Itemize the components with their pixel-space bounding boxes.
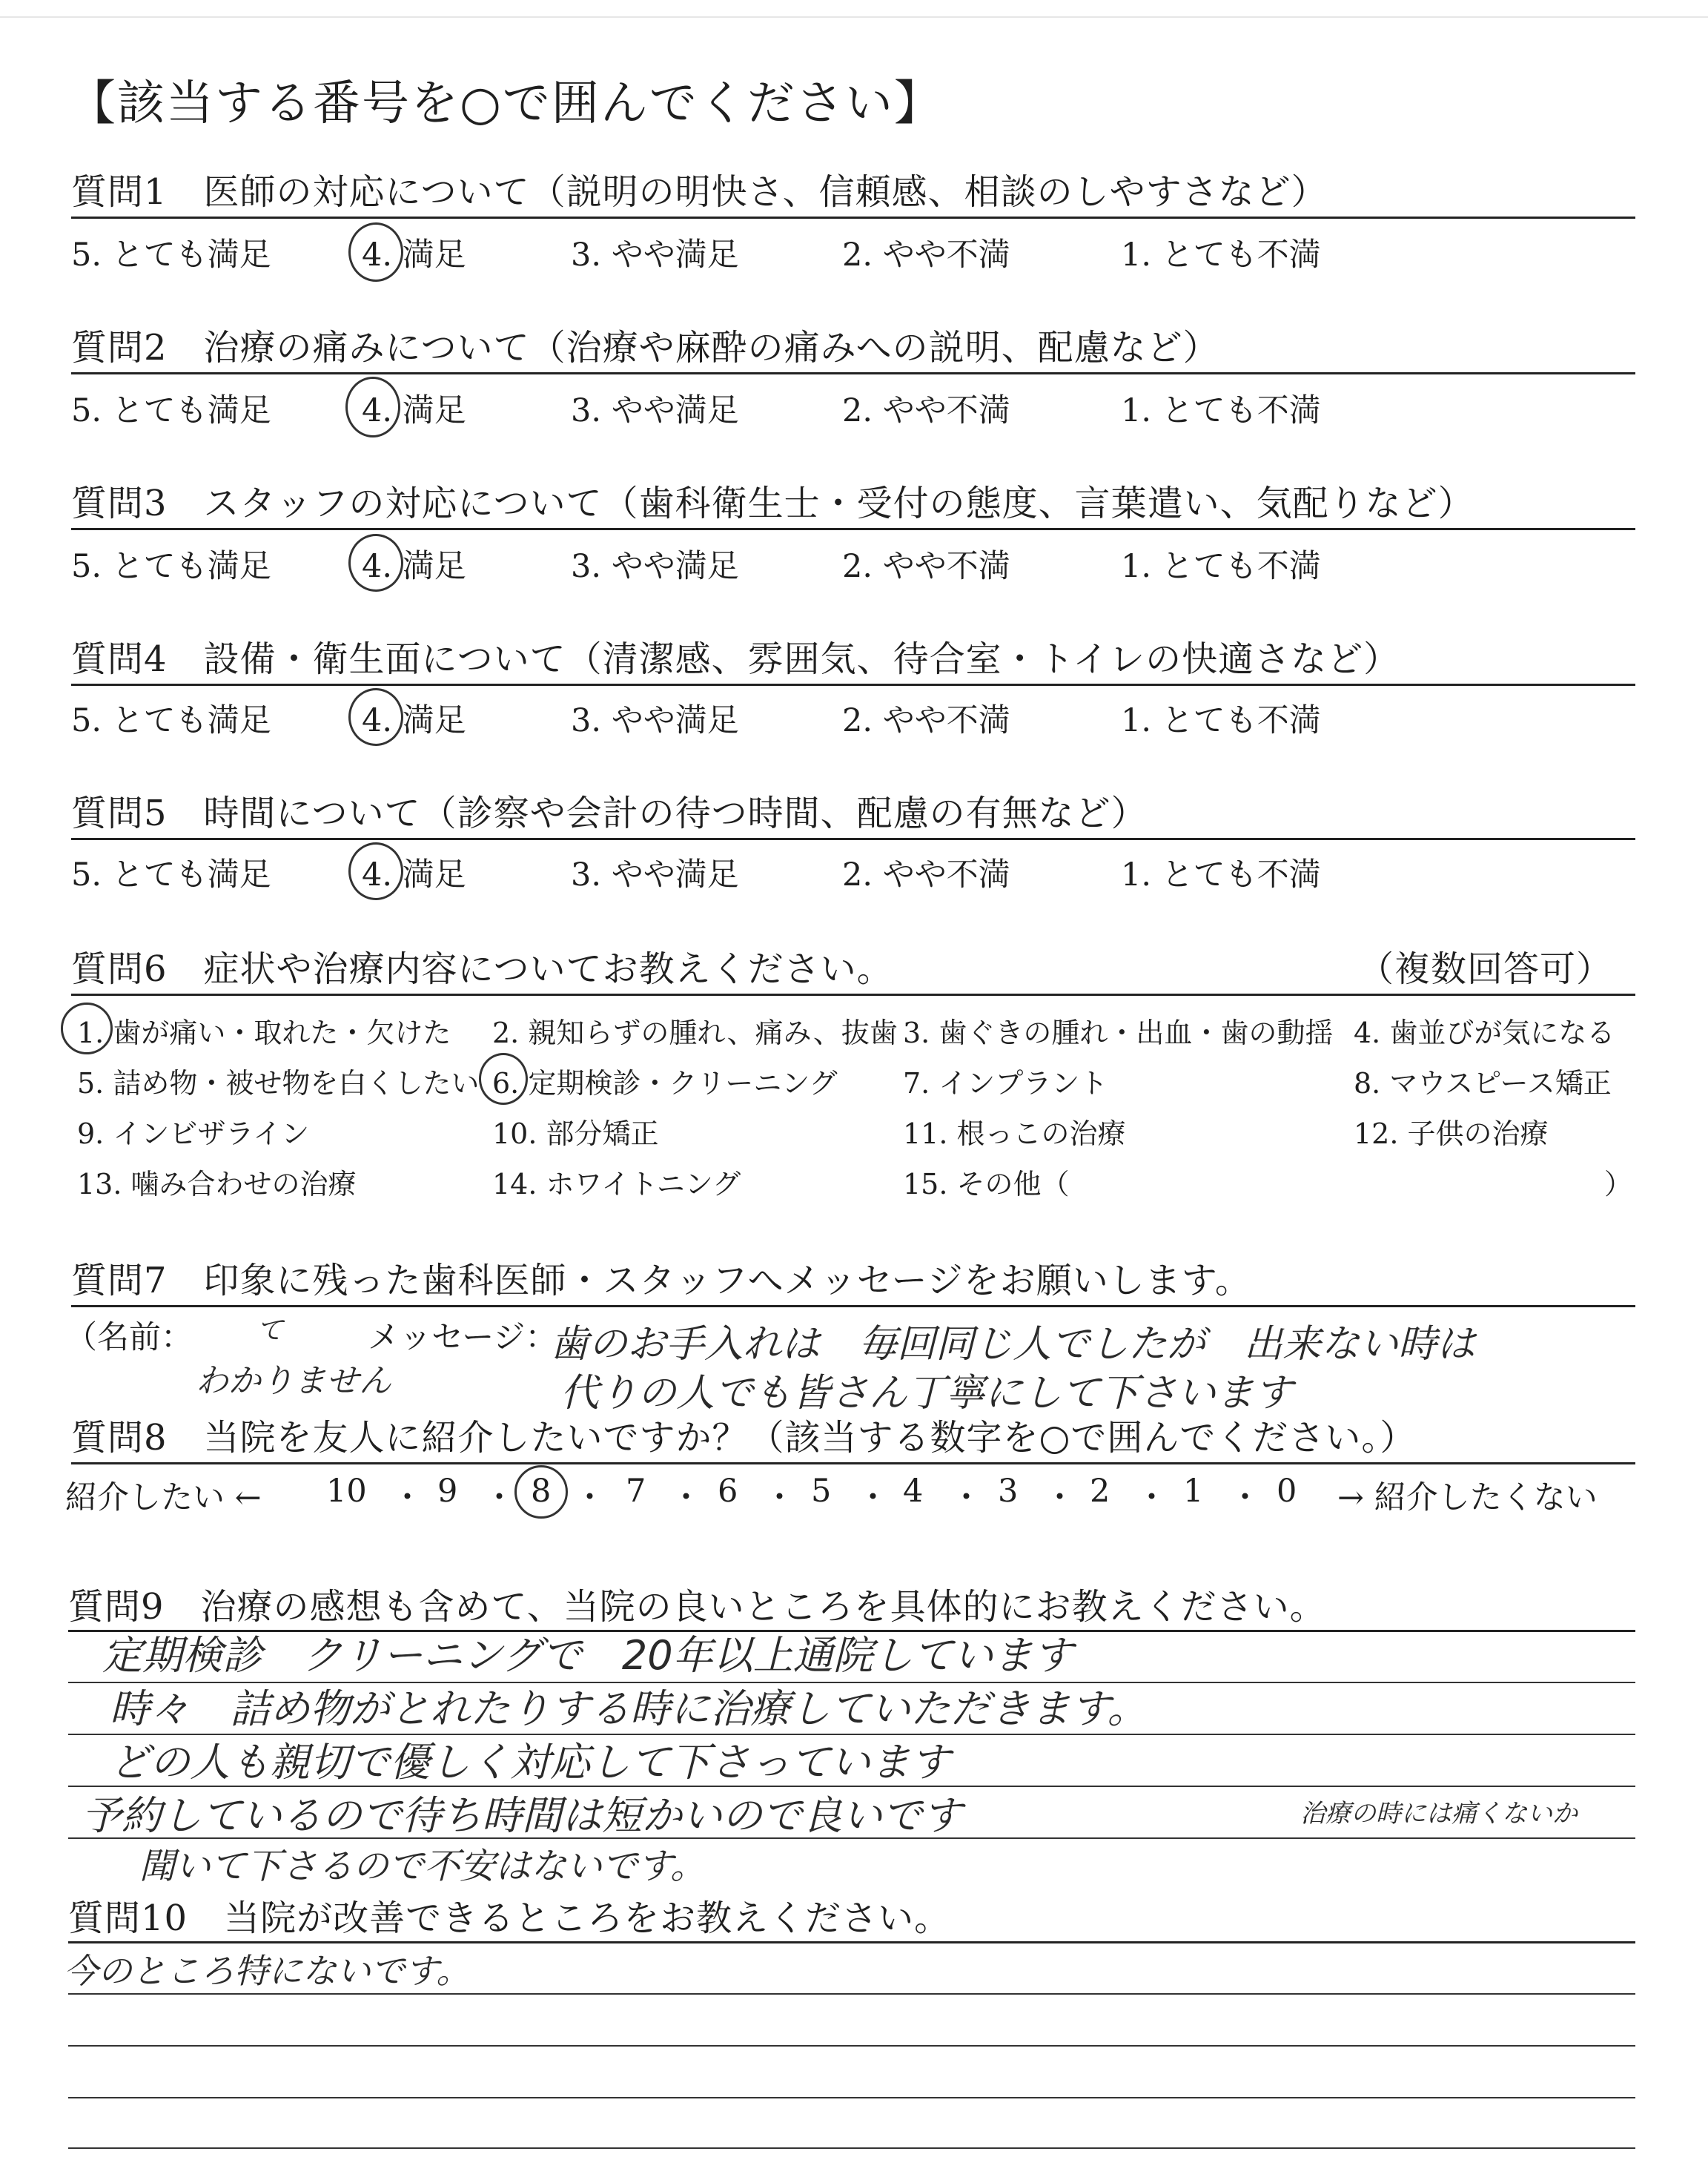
q6-option-13[interactable]: 13. 噛み合わせの治療 xyxy=(77,1168,357,1200)
q3-option-5[interactable]: 5. とても満足 xyxy=(71,548,271,585)
q8-right-label: → 紹介したくない xyxy=(1337,1479,1598,1516)
q3-title: 質問3 スタッフの対応について（歯科衛生士・受付の態度、言葉遣い、気配りなど） xyxy=(71,483,1474,524)
q3-option-2[interactable]: 2. やや不満 xyxy=(842,548,1010,585)
q8-score-10[interactable]: 10 xyxy=(326,1473,367,1510)
q8-dot: ・ xyxy=(1229,1479,1261,1516)
q6-rule xyxy=(71,994,1635,996)
q6-option-15-close: ） xyxy=(1604,1168,1633,1200)
q6-title: 質問6 症状や治療内容についてお教えください。 xyxy=(71,948,893,990)
q5-option-5[interactable]: 5. とても満足 xyxy=(71,856,271,894)
q3-selected-circle xyxy=(348,534,403,592)
q10-answer[interactable]: 今のところ特にないです。 xyxy=(64,1951,471,1991)
q8-score-4[interactable]: 4 xyxy=(903,1473,924,1510)
q8-left-label: 紹介したい ← xyxy=(65,1479,262,1516)
q8-dot: ・ xyxy=(1136,1479,1168,1516)
q1-option-2[interactable]: 2. やや不満 xyxy=(842,237,1010,274)
q5-option-3[interactable]: 3. やや満足 xyxy=(571,856,739,894)
q9-title: 質問9 治療の感想も含めて、当院の良いところを具体的にお教えください。 xyxy=(68,1586,1326,1628)
q8-title: 質問8 当院を友人に紹介したいですか？（該当する数字を○で囲んでください。） xyxy=(71,1417,1417,1459)
q8-score-3[interactable]: 3 xyxy=(998,1473,1019,1510)
q7-message-label: メッセージ： xyxy=(368,1319,557,1356)
q1-option-4[interactable]: 4. 満足 xyxy=(362,237,466,274)
q6-option-4[interactable]: 4. 歯並びが気になる xyxy=(1354,1017,1615,1049)
q9-answer-line3[interactable]: どの人も親切で優しく対応して下さっています xyxy=(110,1739,950,1786)
q8-dot: ・ xyxy=(391,1479,423,1516)
q8-dot: ・ xyxy=(950,1479,982,1516)
q6-option-2[interactable]: 2. 親知らずの腫れ、痛み、抜歯 xyxy=(492,1017,898,1049)
q8-score-2[interactable]: 2 xyxy=(1090,1473,1110,1510)
q10-rule xyxy=(68,1941,1635,1943)
q1-rule xyxy=(71,217,1635,219)
q1-option-3[interactable]: 3. やや満足 xyxy=(571,237,739,274)
q6-option-1-circle xyxy=(61,1003,113,1054)
q8-dot: ・ xyxy=(764,1479,795,1516)
page-top-edge xyxy=(0,16,1708,18)
q1-option-1[interactable]: 1. とても不満 xyxy=(1121,237,1321,274)
q9-answer-note[interactable]: 治療の時には痛くないか xyxy=(1300,1799,1578,1829)
q7-message-line1[interactable]: 歯のお手入れは 毎回同じ人でしたが 出来ない時は xyxy=(550,1322,1476,1367)
q9-answer-line2[interactable]: 時々 詰め物がとれたりする時に治療していただきます。 xyxy=(110,1685,1148,1732)
q8-score-6[interactable]: 6 xyxy=(718,1473,738,1510)
q10-writing-line xyxy=(68,2045,1635,2047)
q4-option-3[interactable]: 3. やや満足 xyxy=(571,702,739,739)
q2-title: 質問2 治療の痛みについて（治療や麻酔の痛みへの説明、配慮など） xyxy=(71,327,1219,369)
q1-selected-circle xyxy=(348,222,403,282)
q2-rule xyxy=(71,372,1635,374)
q6-option-5[interactable]: 5. 詰め物・被せ物を白くしたい xyxy=(77,1067,480,1100)
q10-writing-line xyxy=(68,2097,1635,2098)
q6-option-15[interactable]: 15. その他（ xyxy=(903,1168,1070,1200)
q5-rule xyxy=(71,838,1635,840)
q6-option-3[interactable]: 3. 歯ぐきの腫れ・出血・歯の動揺 xyxy=(903,1017,1334,1049)
q6-option-11[interactable]: 11. 根っこの治療 xyxy=(903,1117,1126,1150)
q6-option-12[interactable]: 12. 子供の治療 xyxy=(1354,1117,1549,1150)
q9-answer-line5[interactable]: 聞いて下さるので不安はないです。 xyxy=(139,1846,706,1887)
q8-score-7[interactable]: 7 xyxy=(626,1473,646,1510)
q8-score-0[interactable]: 0 xyxy=(1277,1473,1297,1510)
q7-name-value[interactable]: わかりません xyxy=(196,1362,391,1400)
q4-option-5[interactable]: 5. とても満足 xyxy=(71,702,271,739)
q4-option-4[interactable]: 4. 満足 xyxy=(362,702,466,739)
q6-note: （複数回答可） xyxy=(1358,948,1613,990)
page-title: 【該当する番号を○で囲んでください】 xyxy=(68,76,943,131)
q2-option-1[interactable]: 1. とても不満 xyxy=(1121,392,1321,429)
q4-option-2[interactable]: 2. やや不満 xyxy=(842,702,1010,739)
q10-writing-line xyxy=(68,2147,1635,2149)
q7-rule xyxy=(71,1305,1635,1307)
q8-selected-circle xyxy=(514,1465,568,1519)
q1-option-5[interactable]: 5. とても満足 xyxy=(71,237,271,274)
q5-option-1[interactable]: 1. とても不満 xyxy=(1121,856,1321,894)
q2-selected-circle xyxy=(345,377,400,437)
q6-option-1[interactable]: 1. 歯が痛い・取れた・欠けた xyxy=(77,1017,451,1049)
q8-score-5[interactable]: 5 xyxy=(811,1473,832,1510)
q8-dot: ・ xyxy=(574,1479,606,1516)
q10-title: 質問10 当院が改善できるところをお教えください。 xyxy=(68,1898,951,1939)
q7-message-line2[interactable]: 代りの人でも皆さん丁寧にして下さいます xyxy=(560,1371,1294,1416)
q9-answer-line1[interactable]: 定期検診 クリーニングで 20年以上通院しています xyxy=(102,1632,1073,1679)
q8-dot: ・ xyxy=(857,1479,889,1516)
q8-rule xyxy=(71,1462,1635,1464)
q8-dot: ・ xyxy=(670,1479,702,1516)
q7-name-mark: て xyxy=(256,1315,284,1346)
q3-option-4[interactable]: 4. 満足 xyxy=(362,548,466,585)
q8-score-1[interactable]: 1 xyxy=(1183,1473,1204,1510)
q10-writing-line xyxy=(68,1993,1635,1995)
q6-option-6-circle xyxy=(479,1053,528,1105)
q2-option-2[interactable]: 2. やや不満 xyxy=(842,392,1010,429)
q6-option-7[interactable]: 7. インプラント xyxy=(903,1067,1108,1100)
q6-option-10[interactable]: 10. 部分矯正 xyxy=(492,1117,659,1150)
q2-option-4[interactable]: 4. 満足 xyxy=(362,392,466,429)
q6-option-9[interactable]: 9. インビザライン xyxy=(77,1117,310,1150)
q5-title: 質問5 時間について（診察や会計の待つ時間、配慮の有無など） xyxy=(71,793,1148,834)
q1-title: 質問1 医師の対応について（説明の明快さ、信頼感、相談のしやすさなど） xyxy=(71,171,1328,213)
q8-score-8[interactable]: 8 xyxy=(531,1473,552,1510)
q3-option-1[interactable]: 1. とても不満 xyxy=(1121,548,1321,585)
q6-option-6[interactable]: 6. 定期検診・クリーニング xyxy=(492,1067,838,1100)
q9-answer-line4[interactable]: 予約しているので待ち時間は短かいので良いです xyxy=(82,1792,962,1839)
q8-score-9[interactable]: 9 xyxy=(437,1473,458,1510)
q6-option-8[interactable]: 8. マウスピース矯正 xyxy=(1354,1067,1612,1100)
q3-rule xyxy=(71,528,1635,530)
q4-rule xyxy=(71,684,1635,686)
q8-dot: ・ xyxy=(483,1479,515,1516)
q7-title: 質問7 印象に残った歯科医師・スタッフへメッセージをお願いします。 xyxy=(71,1260,1251,1301)
q4-title: 質問4 設備・衛生面について（清潔感、雰囲気、待合室・トイレの快適さなど） xyxy=(71,638,1400,680)
q4-selected-circle xyxy=(348,688,403,746)
q6-option-14[interactable]: 14. ホワイトニング xyxy=(492,1168,741,1200)
q8-dot: ・ xyxy=(1044,1479,1076,1516)
q7-name-label: （名前： xyxy=(65,1319,193,1356)
q2-option-5[interactable]: 5. とても満足 xyxy=(71,392,271,429)
q5-option-2[interactable]: 2. やや不満 xyxy=(842,856,1010,894)
q3-option-3[interactable]: 3. やや満足 xyxy=(571,548,739,585)
q2-option-3[interactable]: 3. やや満足 xyxy=(571,392,739,429)
q5-option-4[interactable]: 4. 満足 xyxy=(362,856,466,894)
q5-selected-circle xyxy=(348,842,403,900)
q4-option-1[interactable]: 1. とても不満 xyxy=(1121,702,1321,739)
